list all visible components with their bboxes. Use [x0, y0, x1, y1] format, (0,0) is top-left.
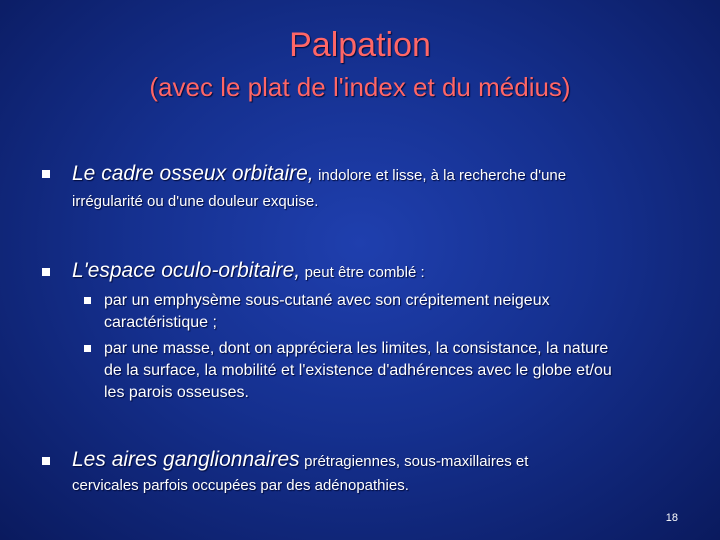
sub-item-2 — [104, 338, 612, 404]
slide-title: Palpation — [289, 26, 431, 64]
sub-bullet-icon — [84, 297, 91, 304]
list-item-2-lead: L'espace oculo-orbitaire, — [72, 259, 301, 282]
slide-subtitle: (avec le plat de l'index et du médius) — [149, 72, 571, 102]
sub-item-1-line-1: par un emphysème sous-cutané avec son crépitement neigeux — [104, 292, 550, 309]
sub-item-2-line-3: les parois osseuses. — [104, 384, 249, 401]
bullet-icon — [42, 457, 50, 465]
bullet-icon — [42, 170, 50, 178]
sub-item-2-line-2: de la surface, la mobilité et l'existence d'adhérences avec le globe et/ou — [104, 362, 612, 379]
list-item-1-rest: indolore et lisse, à la recherche d'une — [318, 167, 567, 184]
list-item-3-continuation: cervicales parfois occupées par des adénopathies. — [72, 477, 409, 494]
sub-item-1 — [104, 290, 550, 334]
list-item-3-lead: Les aires ganglionnaires — [72, 448, 300, 471]
list-item-1-lead: Le cadre osseux orbitaire, — [72, 162, 314, 185]
sub-item-2-line-1: par une masse, dont on appréciera les limites, la consistance, la nature — [104, 340, 609, 357]
list-item-3-first-line — [72, 448, 528, 472]
list-item-2-rest: peut être comblé : — [304, 264, 425, 281]
sub-item-1-line-2: caractéristique ; — [104, 314, 217, 331]
list-item-1-continuation: irrégularité ou d'une douleur exquise. — [72, 193, 319, 210]
bullet-icon — [42, 268, 50, 276]
list-item-3-rest: prétragiennes, sous-maxillaires et — [304, 453, 529, 470]
sub-bullet-icon — [84, 345, 91, 352]
list-item-2-first-line — [72, 259, 425, 283]
list-item-1-first-line — [72, 162, 566, 186]
page-number: 18 — [665, 512, 678, 524]
